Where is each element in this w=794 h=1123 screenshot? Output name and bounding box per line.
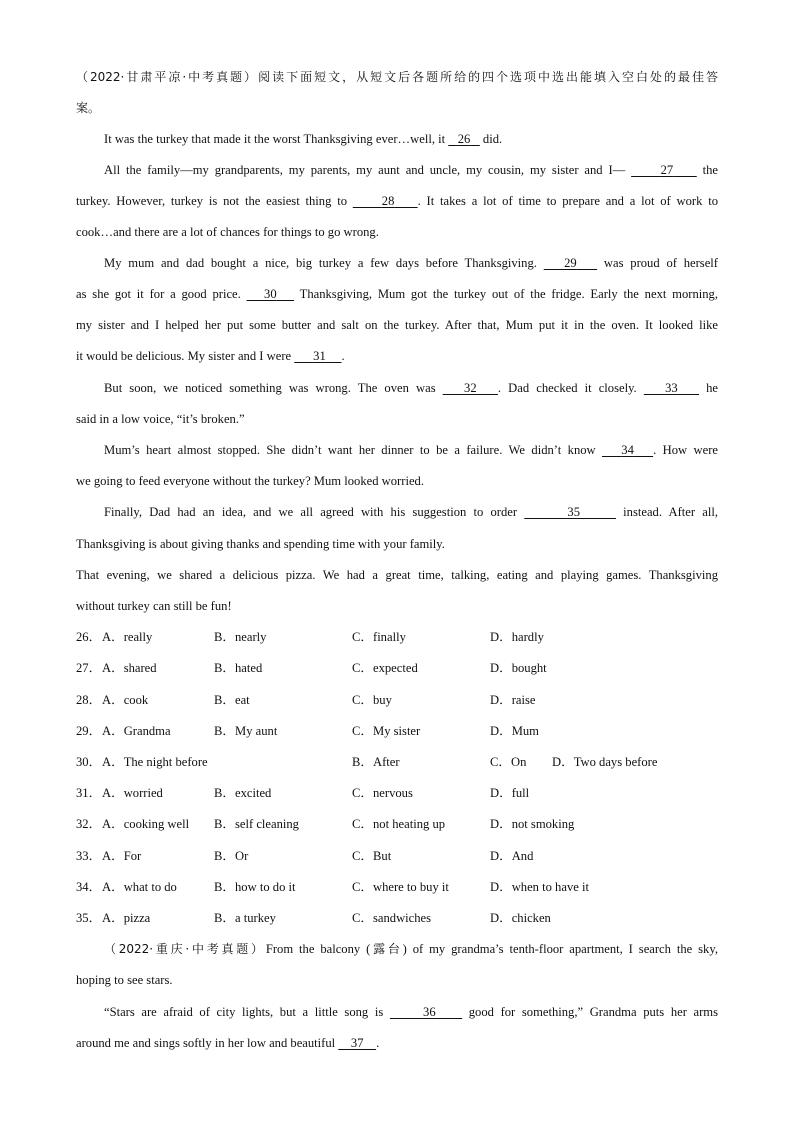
question-35 bbox=[76, 909, 718, 927]
question-26 bbox=[76, 628, 718, 646]
blank-34: 34 bbox=[621, 443, 634, 457]
passage1-para6-line2: Thanksgiving is about giving thanks and spending time with your family. bbox=[76, 537, 445, 551]
passage1-para3-line4: it would be delicious. My sister and I were 31 . bbox=[76, 349, 345, 363]
passage1-para6-line1: Finally, Dad had an idea, and we all agreed with his suggestion to order 35 instead. After all, bbox=[104, 505, 718, 519]
question-number: 34． bbox=[76, 880, 102, 894]
passage1-para4-line2: said in a low voice, “it’s broken.” bbox=[76, 412, 245, 426]
blank-32: 32 bbox=[464, 381, 477, 395]
option-a: A．worried bbox=[102, 786, 163, 800]
option-d: D．Mum bbox=[490, 724, 539, 738]
question-number: 32． bbox=[76, 817, 102, 831]
passage1-para4-line1: But soon, we noticed something was wrong. The oven was 32 . Dad checked it closely. 33 he bbox=[104, 381, 719, 395]
passage1-para3-line3: my sister and I helped her put some butter and salt on the turkey. After that, Mum put it in the oven. It looked like bbox=[76, 318, 718, 332]
option-c: C．where to buy it bbox=[352, 880, 449, 894]
blank-36: 36 bbox=[423, 1005, 436, 1019]
blank-27: 27 bbox=[660, 163, 674, 177]
option-b: B．My aunt bbox=[214, 724, 278, 738]
option-a: A．The night before bbox=[102, 755, 208, 769]
option-d: D．raise bbox=[490, 693, 536, 707]
passage2-intro-line2: hoping to see stars. bbox=[76, 973, 173, 987]
passage1-para3-line1: My mum and dad bought a nice, big turkey a few days before Thanksgiving. 29 was proud of herself bbox=[104, 256, 718, 270]
question-34 bbox=[76, 878, 718, 896]
blank-35: 35 bbox=[567, 505, 581, 519]
option-b: B．After bbox=[352, 755, 400, 769]
question-number: 29． bbox=[76, 724, 102, 738]
option-b: B．Or bbox=[214, 849, 249, 863]
option-a: A．what to do bbox=[102, 880, 177, 894]
option-c: C．expected bbox=[352, 661, 418, 675]
option-c: C．nervous bbox=[352, 786, 413, 800]
question-29 bbox=[76, 722, 718, 740]
passage1-para5-line1: Mum’s heart almost stopped. She didn’t want her dinner to be a failure. We didn’t know 34 . How were bbox=[104, 443, 719, 457]
question-number: 27． bbox=[76, 661, 102, 675]
option-a: A．pizza bbox=[102, 911, 151, 925]
passage1-para2-line1: All the family—my grandparents, my parents, my aunt and uncle, my cousin, my sister and I— 27 the bbox=[104, 163, 719, 177]
question-27 bbox=[76, 659, 718, 677]
option-b: B．how to do it bbox=[214, 880, 296, 894]
text: It was the turkey that made it the worst Thanksgiving ever…well, it bbox=[104, 132, 449, 146]
passage2-intro-line1: （2022·重庆·中考真题）From the balcony (露台) of my grandma’s tenth-floor apartment, I search the sky, bbox=[104, 942, 718, 956]
option-c: C．not heating up bbox=[352, 817, 446, 831]
option-c: C．On bbox=[490, 755, 527, 769]
option-d: D．chicken bbox=[490, 911, 551, 925]
option-b: B．nearly bbox=[214, 630, 267, 644]
blank-29: 29 bbox=[564, 256, 577, 270]
question-31 bbox=[76, 784, 718, 802]
option-d: D．hardly bbox=[490, 630, 544, 644]
passage1-para2-line3: cook…and there are a lot of chances for things to go wrong. bbox=[76, 225, 379, 239]
option-b: B．eat bbox=[214, 693, 250, 707]
text: did. bbox=[479, 132, 503, 146]
option-d: D．full bbox=[490, 786, 530, 800]
option-d: D．Two days before bbox=[552, 755, 658, 769]
passage1-para1 bbox=[104, 130, 718, 148]
blank-31: 31 bbox=[313, 349, 326, 363]
option-d: D．And bbox=[490, 849, 534, 863]
option-a: A．really bbox=[102, 630, 153, 644]
option-c: C．buy bbox=[352, 693, 392, 707]
question-28 bbox=[76, 691, 718, 709]
question-30 bbox=[76, 753, 718, 771]
blank-28: 28 bbox=[381, 194, 395, 208]
blank-33: 33 bbox=[665, 381, 678, 395]
option-d: D．not smoking bbox=[490, 817, 575, 831]
question-33 bbox=[76, 847, 718, 865]
passage2-source: （2022·重庆·中考真题） bbox=[104, 942, 266, 956]
option-a: A．For bbox=[102, 849, 142, 863]
option-d: D．when to have it bbox=[490, 880, 589, 894]
option-d: D．bought bbox=[490, 661, 547, 675]
option-c: C．But bbox=[352, 849, 392, 863]
passage2-para1-line2: around me and sings softly in her low and beautiful 37 . bbox=[76, 1036, 380, 1050]
passage1-instruction-line1: （2022·甘肃平凉·中考真题）阅读下面短文，从短文后各题所给的四个选项中选出能填入空白处的最佳答 bbox=[76, 70, 718, 84]
blank-30: 30 bbox=[264, 287, 277, 301]
question-number: 35． bbox=[76, 911, 102, 925]
passage1-para7-line2: without turkey can still be fun! bbox=[76, 599, 232, 613]
option-c: C．finally bbox=[352, 630, 406, 644]
option-c: C．My sister bbox=[352, 724, 421, 738]
option-b: B．excited bbox=[214, 786, 272, 800]
option-b: B．hated bbox=[214, 661, 263, 675]
passage1-para5-line2: we going to feed everyone without the turkey? Mum looked worried. bbox=[76, 474, 424, 488]
passage1-para7-line1: That evening, we shared a delicious pizza. We had a great time, talking, eating and playing games. Thanksgiving bbox=[76, 568, 718, 582]
passage1-para2-line2: turkey. However, turkey is not the easiest thing to 28 . It takes a lot of time to prepare and a lot of work to bbox=[76, 194, 719, 208]
option-a: A．cook bbox=[102, 693, 149, 707]
option-a: A．shared bbox=[102, 661, 157, 675]
question-32 bbox=[76, 815, 718, 833]
question-number: 33． bbox=[76, 849, 102, 863]
passage2-para1-line1: “Stars are afraid of city lights, but a little song is 36 good for something,” Grandma puts her arms bbox=[104, 1005, 719, 1019]
option-a: A．Grandma bbox=[102, 724, 171, 738]
question-number: 30． bbox=[76, 755, 102, 769]
question-number: 28． bbox=[76, 693, 102, 707]
passage1-para3-line2: as she got it for a good price. 30 Thanksgiving, Mum got the turkey out of the fridge. Early the next morning, bbox=[76, 287, 718, 301]
option-a: A．cooking well bbox=[102, 817, 190, 831]
passage1-instruction-line2: 案。 bbox=[76, 101, 101, 115]
question-number: 26． bbox=[76, 630, 102, 644]
blank-37: 37 bbox=[350, 1036, 364, 1050]
option-b: B．a turkey bbox=[214, 911, 276, 925]
option-c: C．sandwiches bbox=[352, 911, 432, 925]
blank-26: 26 bbox=[457, 132, 471, 146]
option-b: B．self cleaning bbox=[214, 817, 299, 831]
question-number: 31． bbox=[76, 786, 102, 800]
